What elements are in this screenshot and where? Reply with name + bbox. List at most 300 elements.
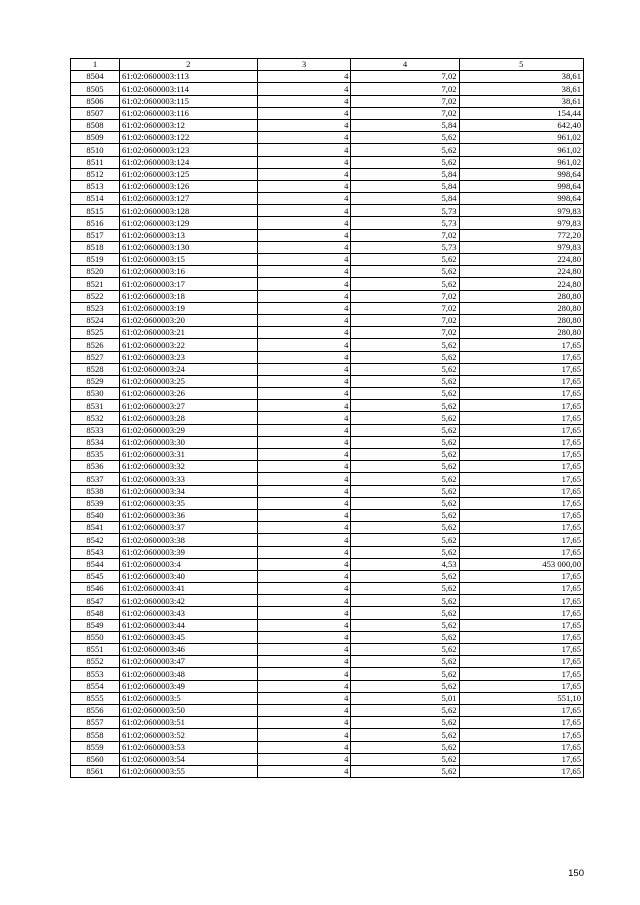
cadastral-number-cell: 61:02:0600003:52	[119, 729, 257, 741]
row-number-cell: 8529	[71, 375, 120, 387]
table-row	[71, 473, 584, 485]
amount-value-cell: 224,80	[459, 266, 583, 278]
amount-value-cell: 154,44	[459, 107, 583, 119]
rate-value-cell: 7,02	[351, 302, 459, 314]
table-row	[71, 363, 584, 375]
amount-value-cell: 17,65	[459, 388, 583, 400]
group-code-cell: 4	[257, 278, 351, 290]
cadastral-number-cell: 61:02:0600003:4	[119, 558, 257, 570]
table-row	[71, 107, 584, 119]
amount-value-cell: 551,10	[459, 692, 583, 704]
rate-value-cell: 7,02	[351, 107, 459, 119]
amount-value-cell: 17,65	[459, 704, 583, 716]
row-number-cell: 8550	[71, 631, 120, 643]
rate-value-cell: 5,62	[351, 254, 459, 266]
group-code-cell: 4	[257, 107, 351, 119]
rate-value-cell: 5,62	[351, 607, 459, 619]
amount-value-cell: 998,64	[459, 180, 583, 192]
group-code-cell: 4	[257, 607, 351, 619]
table-row	[71, 412, 584, 424]
row-number-cell: 8513	[71, 180, 120, 192]
table-row	[71, 692, 584, 704]
group-code-cell: 4	[257, 765, 351, 777]
row-number-cell: 8509	[71, 132, 120, 144]
table-row	[71, 119, 584, 131]
amount-value-cell: 17,65	[459, 729, 583, 741]
cadastral-number-cell: 61:02:0600003:30	[119, 436, 257, 448]
cadastral-number-cell: 61:02:0600003:37	[119, 522, 257, 534]
amount-value-cell: 17,65	[459, 765, 583, 777]
rate-value-cell: 5,01	[351, 692, 459, 704]
table-row	[71, 461, 584, 473]
group-code-cell: 4	[257, 522, 351, 534]
group-code-cell: 4	[257, 704, 351, 716]
rate-value-cell: 7,02	[351, 290, 459, 302]
amount-value-cell: 979,83	[459, 241, 583, 253]
amount-value-cell: 17,65	[459, 534, 583, 546]
row-number-cell: 8545	[71, 570, 120, 582]
table-row	[71, 266, 584, 278]
group-code-cell: 4	[257, 144, 351, 156]
table-row	[71, 95, 584, 107]
amount-value-cell: 17,65	[459, 485, 583, 497]
header-col-2: 2	[119, 59, 257, 71]
rate-value-cell: 5,62	[351, 351, 459, 363]
group-code-cell: 4	[257, 266, 351, 278]
row-number-cell: 8523	[71, 302, 120, 314]
amount-value-cell: 17,65	[459, 668, 583, 680]
cadastral-number-cell: 61:02:0600003:113	[119, 71, 257, 83]
group-code-cell: 4	[257, 449, 351, 461]
rate-value-cell: 5,62	[351, 278, 459, 290]
cadastral-number-cell: 61:02:0600003:15	[119, 254, 257, 266]
row-number-cell: 8535	[71, 449, 120, 461]
table-header	[71, 59, 584, 71]
group-code-cell: 4	[257, 631, 351, 643]
cadastral-number-cell: 61:02:0600003:25	[119, 375, 257, 387]
table-row	[71, 497, 584, 509]
table-row	[71, 229, 584, 241]
table-row	[71, 436, 584, 448]
row-number-cell: 8528	[71, 363, 120, 375]
amount-value-cell: 17,65	[459, 412, 583, 424]
rate-value-cell: 5,84	[351, 119, 459, 131]
group-code-cell: 4	[257, 241, 351, 253]
rate-value-cell: 5,62	[351, 595, 459, 607]
row-number-cell: 8539	[71, 497, 120, 509]
amount-value-cell: 280,80	[459, 290, 583, 302]
amount-value-cell: 280,80	[459, 327, 583, 339]
amount-value-cell: 17,65	[459, 717, 583, 729]
group-code-cell: 4	[257, 229, 351, 241]
row-number-cell: 8507	[71, 107, 120, 119]
amount-value-cell: 17,65	[459, 509, 583, 521]
row-number-cell: 8537	[71, 473, 120, 485]
row-number-cell: 8559	[71, 741, 120, 753]
amount-value-cell: 17,65	[459, 339, 583, 351]
table-row	[71, 351, 584, 363]
rate-value-cell: 5,62	[351, 644, 459, 656]
cadastral-number-cell: 61:02:0600003:22	[119, 339, 257, 351]
row-number-cell: 8553	[71, 668, 120, 680]
cadastral-number-cell: 61:02:0600003:33	[119, 473, 257, 485]
amount-value-cell: 17,65	[459, 680, 583, 692]
rate-value-cell: 5,62	[351, 729, 459, 741]
row-number-cell: 8536	[71, 461, 120, 473]
amount-value-cell: 17,65	[459, 595, 583, 607]
group-code-cell: 4	[257, 339, 351, 351]
cadastral-number-cell: 61:02:0600003:13	[119, 229, 257, 241]
header-col-3: 3	[257, 59, 351, 71]
cadastral-number-cell: 61:02:0600003:55	[119, 765, 257, 777]
cadastral-number-cell: 61:02:0600003:125	[119, 168, 257, 180]
cadastral-number-cell: 61:02:0600003:49	[119, 680, 257, 692]
row-number-cell: 8551	[71, 644, 120, 656]
rate-value-cell: 5,62	[351, 156, 459, 168]
group-code-cell: 4	[257, 644, 351, 656]
group-code-cell: 4	[257, 363, 351, 375]
amount-value-cell: 17,65	[459, 497, 583, 509]
amount-value-cell: 17,65	[459, 461, 583, 473]
cadastral-number-cell: 61:02:0600003:39	[119, 546, 257, 558]
group-code-cell: 4	[257, 461, 351, 473]
cadastral-number-cell: 61:02:0600003:34	[119, 485, 257, 497]
table-row	[71, 765, 584, 777]
amount-value-cell: 17,65	[459, 607, 583, 619]
rate-value-cell: 4,53	[351, 558, 459, 570]
amount-value-cell: 280,80	[459, 302, 583, 314]
rate-value-cell: 5,62	[351, 400, 459, 412]
cadastral-number-cell: 61:02:0600003:5	[119, 692, 257, 704]
amount-value-cell: 998,64	[459, 193, 583, 205]
group-code-cell: 4	[257, 400, 351, 412]
rate-value-cell: 7,02	[351, 83, 459, 95]
table-row	[71, 583, 584, 595]
rate-value-cell: 5,62	[351, 497, 459, 509]
group-code-cell: 4	[257, 290, 351, 302]
row-number-cell: 8557	[71, 717, 120, 729]
table-row	[71, 400, 584, 412]
cadastral-number-cell: 61:02:0600003:42	[119, 595, 257, 607]
amount-value-cell: 38,61	[459, 95, 583, 107]
rate-value-cell: 5,73	[351, 205, 459, 217]
table-row	[71, 327, 584, 339]
row-number-cell: 8558	[71, 729, 120, 741]
row-number-cell: 8540	[71, 509, 120, 521]
row-number-cell: 8524	[71, 314, 120, 326]
row-number-cell: 8514	[71, 193, 120, 205]
group-code-cell: 4	[257, 254, 351, 266]
rate-value-cell: 5,62	[351, 717, 459, 729]
amount-value-cell: 17,65	[459, 741, 583, 753]
table-row	[71, 217, 584, 229]
amount-value-cell: 280,80	[459, 314, 583, 326]
table-row	[71, 656, 584, 668]
row-number-cell: 8546	[71, 583, 120, 595]
table-row	[71, 619, 584, 631]
group-code-cell: 4	[257, 680, 351, 692]
row-number-cell: 8525	[71, 327, 120, 339]
table-row	[71, 290, 584, 302]
group-code-cell: 4	[257, 717, 351, 729]
amount-value-cell: 979,83	[459, 217, 583, 229]
group-code-cell: 4	[257, 583, 351, 595]
table-row	[71, 168, 584, 180]
amount-value-cell: 17,65	[459, 424, 583, 436]
amount-value-cell: 17,65	[459, 363, 583, 375]
rate-value-cell: 5,62	[351, 363, 459, 375]
amount-value-cell: 17,65	[459, 449, 583, 461]
group-code-cell: 4	[257, 156, 351, 168]
group-code-cell: 4	[257, 729, 351, 741]
group-code-cell: 4	[257, 217, 351, 229]
table-row	[71, 753, 584, 765]
row-number-cell: 8541	[71, 522, 120, 534]
row-number-cell: 8505	[71, 83, 120, 95]
table-row	[71, 144, 584, 156]
cadastral-number-cell: 61:02:0600003:16	[119, 266, 257, 278]
cadastral-number-cell: 61:02:0600003:129	[119, 217, 257, 229]
group-code-cell: 4	[257, 388, 351, 400]
table-body	[71, 71, 584, 778]
amount-value-cell: 17,65	[459, 570, 583, 582]
rate-value-cell: 7,02	[351, 327, 459, 339]
row-number-cell: 8555	[71, 692, 120, 704]
rate-value-cell: 7,02	[351, 95, 459, 107]
row-number-cell: 8517	[71, 229, 120, 241]
amount-value-cell: 17,65	[459, 436, 583, 448]
group-code-cell: 4	[257, 595, 351, 607]
cadastral-number-cell: 61:02:0600003:54	[119, 753, 257, 765]
cadastral-number-cell: 61:02:0600003:44	[119, 619, 257, 631]
group-code-cell: 4	[257, 95, 351, 107]
row-number-cell: 8549	[71, 619, 120, 631]
group-code-cell: 4	[257, 168, 351, 180]
rate-value-cell: 5,84	[351, 180, 459, 192]
group-code-cell: 4	[257, 741, 351, 753]
row-number-cell: 8560	[71, 753, 120, 765]
row-number-cell: 8538	[71, 485, 120, 497]
cadastral-number-cell: 61:02:0600003:116	[119, 107, 257, 119]
amount-value-cell: 17,65	[459, 522, 583, 534]
amount-value-cell: 17,65	[459, 473, 583, 485]
header-col-4: 4	[351, 59, 459, 71]
header-col-1: 1	[71, 59, 120, 71]
group-code-cell: 4	[257, 119, 351, 131]
group-code-cell: 4	[257, 180, 351, 192]
cadastral-number-cell: 61:02:0600003:27	[119, 400, 257, 412]
row-number-cell: 8543	[71, 546, 120, 558]
row-number-cell: 8554	[71, 680, 120, 692]
group-code-cell: 4	[257, 668, 351, 680]
cadastral-number-cell: 61:02:0600003:51	[119, 717, 257, 729]
group-code-cell: 4	[257, 509, 351, 521]
cadastral-number-cell: 61:02:0600003:127	[119, 193, 257, 205]
rate-value-cell: 5,62	[351, 619, 459, 631]
page-number: 150	[568, 868, 584, 879]
group-code-cell: 4	[257, 132, 351, 144]
group-code-cell: 4	[257, 193, 351, 205]
table-row	[71, 644, 584, 656]
table-row	[71, 534, 584, 546]
table-row	[71, 241, 584, 253]
row-number-cell: 8534	[71, 436, 120, 448]
rate-value-cell: 5,62	[351, 704, 459, 716]
table-row	[71, 729, 584, 741]
rate-value-cell: 5,62	[351, 668, 459, 680]
amount-value-cell: 17,65	[459, 400, 583, 412]
table-row	[71, 717, 584, 729]
amount-value-cell: 979,83	[459, 205, 583, 217]
row-number-cell: 8510	[71, 144, 120, 156]
table-row	[71, 680, 584, 692]
group-code-cell: 4	[257, 558, 351, 570]
row-number-cell: 8527	[71, 351, 120, 363]
amount-value-cell: 224,80	[459, 278, 583, 290]
cadastral-number-cell: 61:02:0600003:130	[119, 241, 257, 253]
group-code-cell: 4	[257, 692, 351, 704]
table-row	[71, 509, 584, 521]
group-code-cell: 4	[257, 546, 351, 558]
cadastral-number-cell: 61:02:0600003:47	[119, 656, 257, 668]
cadastral-number-cell: 61:02:0600003:20	[119, 314, 257, 326]
cadastral-number-cell: 61:02:0600003:29	[119, 424, 257, 436]
group-code-cell: 4	[257, 424, 351, 436]
row-number-cell: 8521	[71, 278, 120, 290]
cadastral-number-cell: 61:02:0600003:23	[119, 351, 257, 363]
table-row	[71, 570, 584, 582]
cadastral-number-cell: 61:02:0600003:128	[119, 205, 257, 217]
header-col-5: 5	[459, 59, 583, 71]
amount-value-cell: 961,02	[459, 132, 583, 144]
table-row	[71, 180, 584, 192]
cadastral-number-cell: 61:02:0600003:50	[119, 704, 257, 716]
table-row	[71, 704, 584, 716]
row-number-cell: 8515	[71, 205, 120, 217]
cadastral-number-cell: 61:02:0600003:48	[119, 668, 257, 680]
table-row	[71, 607, 584, 619]
amount-value-cell: 224,80	[459, 254, 583, 266]
table-row	[71, 156, 584, 168]
rate-value-cell: 5,84	[351, 193, 459, 205]
row-number-cell: 8504	[71, 71, 120, 83]
cadastral-number-cell: 61:02:0600003:31	[119, 449, 257, 461]
rate-value-cell: 5,62	[351, 375, 459, 387]
group-code-cell: 4	[257, 205, 351, 217]
table-row	[71, 388, 584, 400]
cadastral-number-cell: 61:02:0600003:17	[119, 278, 257, 290]
table-row	[71, 193, 584, 205]
row-number-cell: 8532	[71, 412, 120, 424]
table-row	[71, 278, 584, 290]
rate-value-cell: 5,73	[351, 217, 459, 229]
rate-value-cell: 5,62	[351, 656, 459, 668]
row-number-cell: 8526	[71, 339, 120, 351]
row-number-cell: 8516	[71, 217, 120, 229]
rate-value-cell: 5,84	[351, 168, 459, 180]
table-row	[71, 302, 584, 314]
cadastral-number-cell: 61:02:0600003:35	[119, 497, 257, 509]
cadastral-number-cell: 61:02:0600003:36	[119, 509, 257, 521]
rate-value-cell: 5,62	[351, 388, 459, 400]
row-number-cell: 8530	[71, 388, 120, 400]
cadastral-number-cell: 61:02:0600003:19	[119, 302, 257, 314]
row-number-cell: 8506	[71, 95, 120, 107]
cadastral-number-cell: 61:02:0600003:46	[119, 644, 257, 656]
cadastral-number-cell: 61:02:0600003:18	[119, 290, 257, 302]
row-number-cell: 8542	[71, 534, 120, 546]
rate-value-cell: 5,62	[351, 436, 459, 448]
table-row	[71, 254, 584, 266]
amount-value-cell: 17,65	[459, 546, 583, 558]
table-row	[71, 522, 584, 534]
cadastral-number-cell: 61:02:0600003:122	[119, 132, 257, 144]
group-code-cell: 4	[257, 753, 351, 765]
row-number-cell: 8544	[71, 558, 120, 570]
row-number-cell: 8512	[71, 168, 120, 180]
group-code-cell: 4	[257, 327, 351, 339]
cadastral-number-cell: 61:02:0600003:114	[119, 83, 257, 95]
cadastral-number-cell: 61:02:0600003:124	[119, 156, 257, 168]
group-code-cell: 4	[257, 497, 351, 509]
rate-value-cell: 7,02	[351, 314, 459, 326]
rate-value-cell: 5,62	[351, 449, 459, 461]
group-code-cell: 4	[257, 473, 351, 485]
cadastral-number-cell: 61:02:0600003:43	[119, 607, 257, 619]
rate-value-cell: 5,62	[351, 631, 459, 643]
table-row	[71, 631, 584, 643]
group-code-cell: 4	[257, 71, 351, 83]
rate-value-cell: 7,02	[351, 229, 459, 241]
rate-value-cell: 7,02	[351, 71, 459, 83]
amount-value-cell: 961,02	[459, 144, 583, 156]
table-row	[71, 449, 584, 461]
cadastral-number-cell: 61:02:0600003:26	[119, 388, 257, 400]
table-row	[71, 424, 584, 436]
header-row	[71, 59, 584, 71]
row-number-cell: 8508	[71, 119, 120, 131]
cadastral-number-cell: 61:02:0600003:28	[119, 412, 257, 424]
row-number-cell: 8552	[71, 656, 120, 668]
rate-value-cell: 5,62	[351, 473, 459, 485]
amount-value-cell: 38,61	[459, 83, 583, 95]
row-number-cell: 8531	[71, 400, 120, 412]
cadastral-number-cell: 61:02:0600003:40	[119, 570, 257, 582]
amount-value-cell: 17,65	[459, 753, 583, 765]
amount-value-cell: 772,20	[459, 229, 583, 241]
row-number-cell: 8522	[71, 290, 120, 302]
group-code-cell: 4	[257, 570, 351, 582]
group-code-cell: 4	[257, 375, 351, 387]
rate-value-cell: 5,62	[351, 534, 459, 546]
rate-value-cell: 5,62	[351, 461, 459, 473]
cadastral-number-cell: 61:02:0600003:123	[119, 144, 257, 156]
cadastral-number-cell: 61:02:0600003:32	[119, 461, 257, 473]
group-code-cell: 4	[257, 656, 351, 668]
cadastral-number-cell: 61:02:0600003:38	[119, 534, 257, 546]
table-row	[71, 375, 584, 387]
rate-value-cell: 5,62	[351, 583, 459, 595]
rate-value-cell: 5,62	[351, 765, 459, 777]
rate-value-cell: 5,62	[351, 522, 459, 534]
rate-value-cell: 5,62	[351, 412, 459, 424]
row-number-cell: 8511	[71, 156, 120, 168]
rate-value-cell: 5,62	[351, 680, 459, 692]
cadastral-number-cell: 61:02:0600003:126	[119, 180, 257, 192]
rate-value-cell: 5,62	[351, 424, 459, 436]
row-number-cell: 8519	[71, 254, 120, 266]
amount-value-cell: 453 000,00	[459, 558, 583, 570]
